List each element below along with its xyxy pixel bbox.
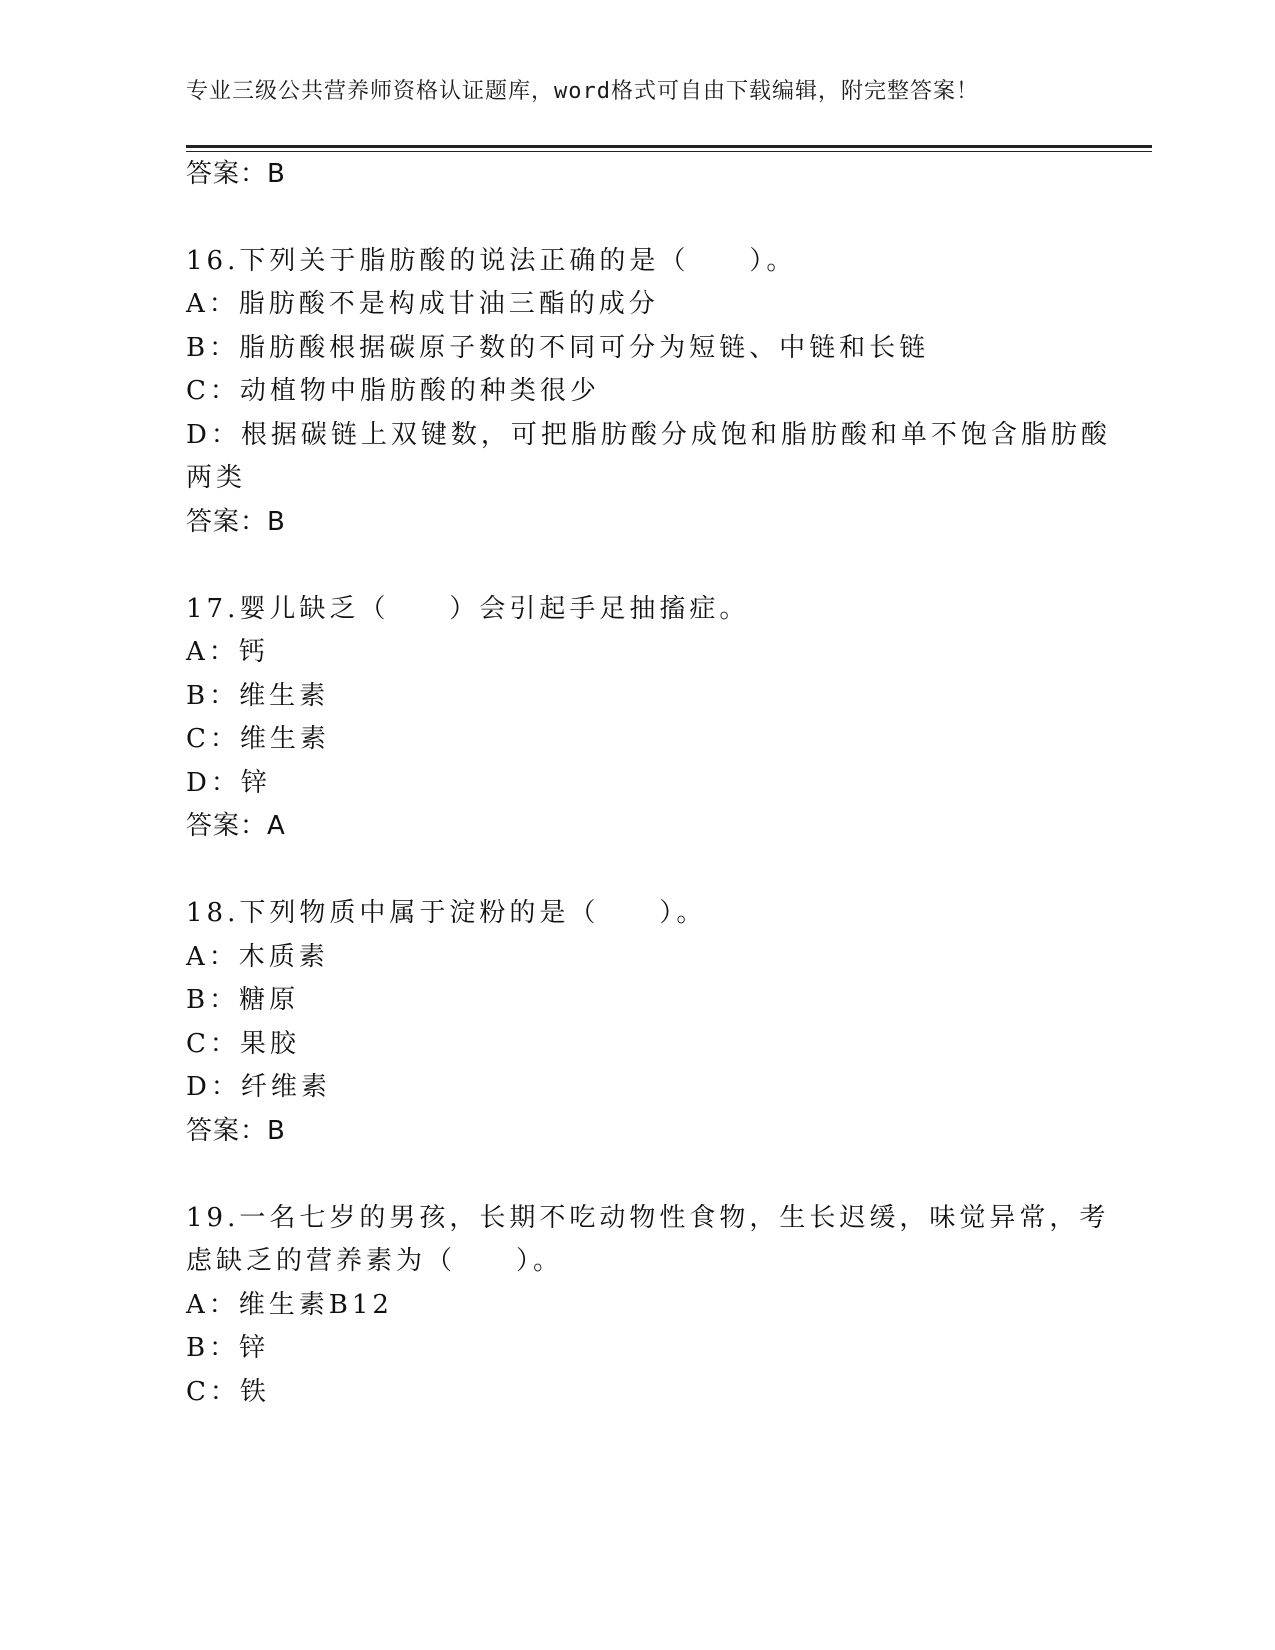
- header-rule: [186, 145, 1152, 148]
- option-a: A：木质素: [186, 942, 329, 972]
- question-stem: 16.下列关于脂肪酸的说法正确的是（ ）。: [186, 246, 797, 276]
- option-a: A：维生素B12: [186, 1290, 393, 1320]
- option-b: B：锌: [186, 1333, 270, 1363]
- question-stem: 19.一名七岁的男孩，长期不吃动物性食物，生长迟缓，味觉异常，考: [186, 1203, 1110, 1233]
- option-b: B：脂肪酸根据碳原子数的不同可分为短链、中链和长链: [186, 333, 930, 363]
- option-c: C：铁: [186, 1377, 270, 1407]
- question-stem-continued: 虑缺乏的营养素为（ ）。: [186, 1246, 564, 1276]
- option-b: B：糖原: [186, 985, 300, 1015]
- option-c: C：维生素: [186, 724, 330, 754]
- option-b: B：维生素: [186, 681, 330, 711]
- option-d-continued: 两类: [186, 463, 247, 493]
- option-a: A：脂肪酸不是构成甘油三酯的成分: [186, 289, 659, 319]
- option-d: D：纤维素: [186, 1072, 331, 1102]
- page-header: 专业三级公共营养师资格认证题库，word格式可自由下载编辑，附完整答案！: [186, 79, 979, 104]
- answer-line: 答案：B: [186, 507, 286, 537]
- question-stem: 18.下列物质中属于淀粉的是（ ）。: [186, 898, 707, 928]
- option-a: A：钙: [186, 637, 269, 667]
- answer-line: 答案：B: [186, 159, 286, 189]
- option-c: C：果胶: [186, 1029, 300, 1059]
- question-stem: 17.婴儿缺乏（ ）会引起手足抽搐症。: [186, 594, 750, 624]
- option-d: D：锌: [186, 768, 271, 798]
- answer-line: 答案：B: [186, 1116, 286, 1146]
- answer-line: 答案：A: [186, 811, 286, 841]
- option-c: C：动植物中脂肪酸的种类很少: [186, 376, 600, 406]
- header-rule-thin: [186, 151, 1152, 152]
- option-d: D：根据碳链上双键数，可把脂肪酸分成饱和脂肪酸和单不饱含脂肪酸: [186, 420, 1111, 450]
